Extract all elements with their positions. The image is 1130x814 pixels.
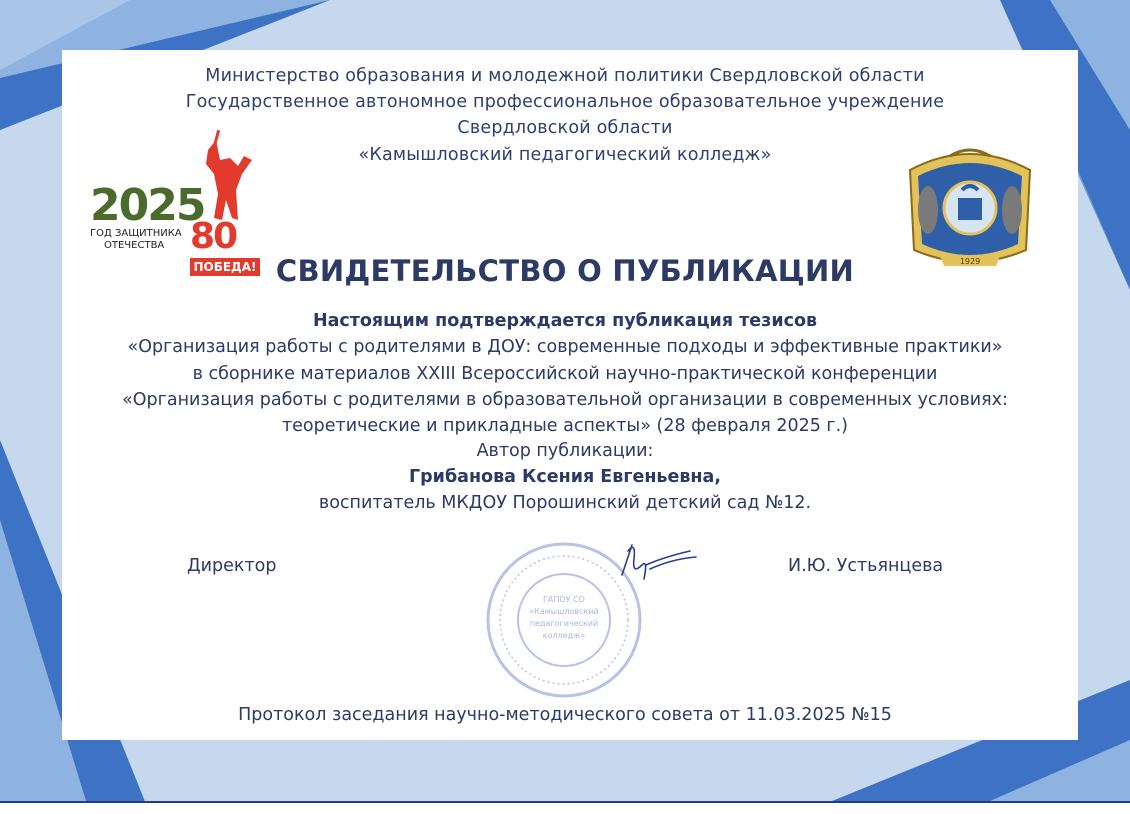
collection-line: в сборнике материалов XXIII Всероссийской научно-практической конференции <box>192 364 938 384</box>
director-signature <box>606 535 706 595</box>
region-line: Свердловской области <box>457 118 673 138</box>
caption-line: ОТЕЧЕСТВА <box>104 240 165 251</box>
eighty-number: 80 <box>190 216 237 257</box>
caption-line: ГОД ЗАЩИТНИКА <box>90 228 182 239</box>
emblem-year: 1929 <box>959 257 981 266</box>
stamp-line: «Камышловский <box>529 607 599 616</box>
conference-title-line1: «Организация работы с родителями в образовательной организации в современных условиях: <box>122 390 1008 410</box>
victory-label: ПОБЕДА! <box>190 258 260 276</box>
stamp-line: педагогический <box>529 619 599 628</box>
year-caption <box>90 228 182 252</box>
conference-title-line2: теоретические и прикладные аспекты» (28 февраля 2025 г.) <box>281 416 849 436</box>
stamp-line: ГАПОУ СО <box>543 595 585 604</box>
protocol-line: Протокол заседания научно-методического совета от 11.03.2025 №15 <box>238 705 892 725</box>
confirm-line: Настоящим подтверждается публикация тезисов <box>312 311 818 331</box>
author-name: Грибанова Ксения Евгеньевна, <box>409 467 721 487</box>
year-number: 2025 <box>90 180 205 231</box>
author-position: воспитатель МКДОУ Порошинский детский сад №12. <box>318 493 812 513</box>
college-name: «Камышловский педагогический колледж» <box>358 145 772 165</box>
year-of-defender-logo <box>84 180 205 260</box>
certificate-title: СВИДЕТЕЛЬСТВО О ПУБЛИКАЦИИ <box>275 254 855 288</box>
director-name: И.Ю. Устьянцева <box>788 556 944 576</box>
institution-type-line: Государственное автономное профессиональное образовательное учреждение <box>185 92 945 112</box>
stamp-line: колледж» <box>542 631 586 640</box>
director-role: Директор <box>187 556 277 576</box>
author-label: Автор публикации: <box>476 441 654 461</box>
ministry-line: Министерство образования и молодежной политики Свердловской области <box>205 66 925 86</box>
thesis-topic: «Организация работы с родителями в ДОУ: современные подходы и эффективные практики» <box>127 337 1003 357</box>
